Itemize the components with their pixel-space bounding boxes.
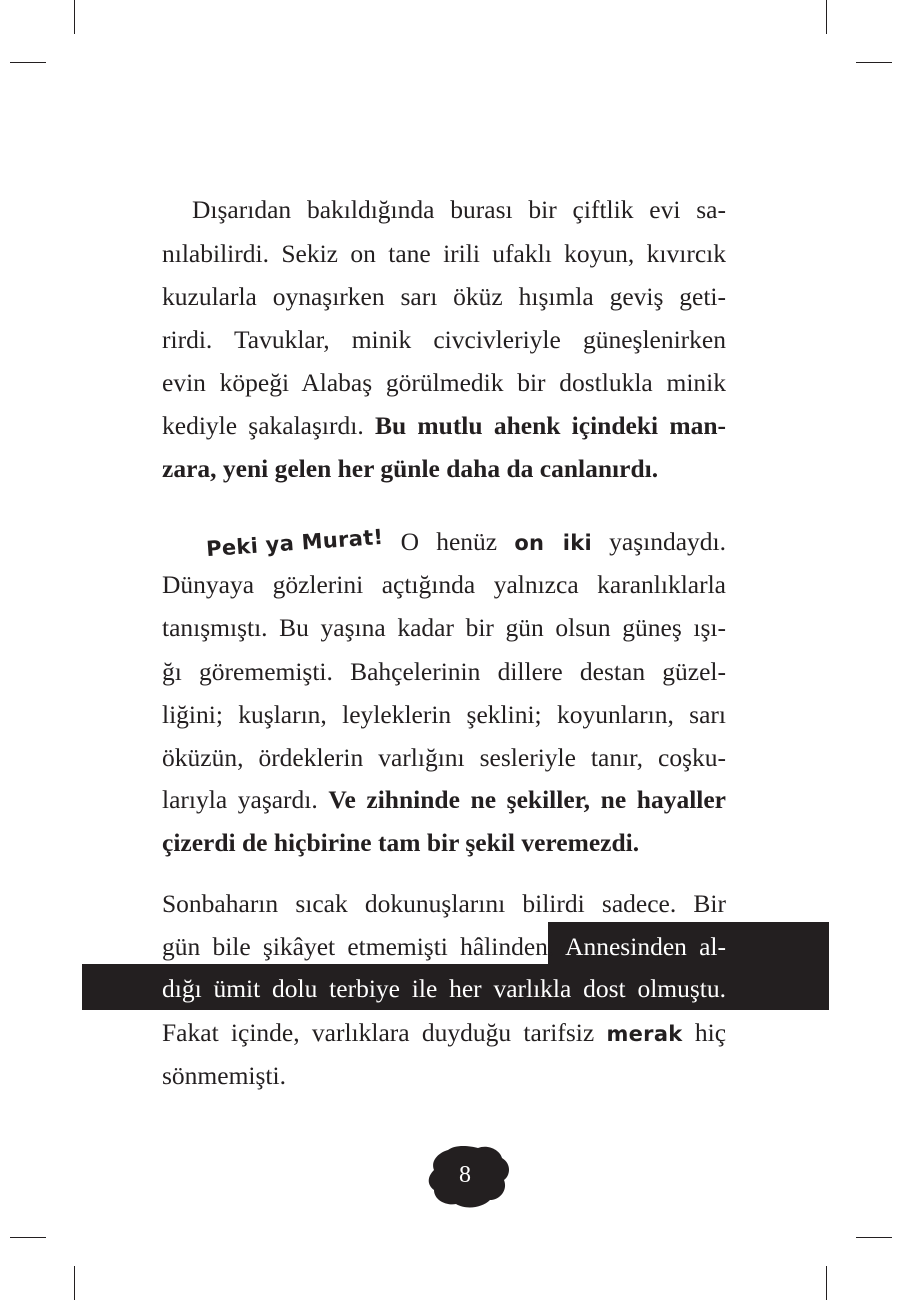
text-line: öküzün, ördeklerin varlığını sesleriyle tanır, coşku- <box>162 743 726 772</box>
text-line: ğı görememişti. Bahçelerinin dillere destan güzel- <box>162 657 726 686</box>
crop-mark <box>10 1237 46 1238</box>
plain-text: kediyle şakalaşırdı. <box>162 411 364 440</box>
text-line: liğini; kuşların, leyleklerin şeklini; koyunların, sarı <box>162 700 726 729</box>
bold-text: Ve zihninde ne şekiller, ne hayaller <box>328 785 726 814</box>
text-line <box>162 404 726 448</box>
text-line: evin köpeği Alabaş görülmedik bir dostlukla minik <box>162 368 726 397</box>
crop-mark <box>856 62 892 63</box>
text-line <box>206 520 726 564</box>
text-line: tanışmıştı. Bu yaşına kadar bir gün olsun güneş ışı- <box>162 613 726 642</box>
text-line: nılabilirdi. Sekiz on tane irili ufaklı koyun, kıvırcık <box>162 239 726 268</box>
text-line <box>162 447 726 491</box>
highlighted-text-line: dığı ümit dolu terbiye ile her varlıkla dost olmuştu. <box>162 974 726 1003</box>
text-line: Dışarıdan bakıldığında burası bir çiftlik evi sa- <box>192 195 726 224</box>
crop-mark <box>74 0 75 34</box>
exclamation-heading: Peki ya Murat! <box>205 524 385 562</box>
text-line <box>162 778 726 822</box>
text-line <box>162 821 726 865</box>
text-line: Sonbaharın sıcak dokunuşlarını bilirdi sadece. Bir <box>162 889 726 918</box>
plain-text: larıyla yaşardı. <box>162 785 318 814</box>
bold-text: zara, yeni gelen her günle daha da canlanırdı. <box>162 454 659 483</box>
crop-mark <box>74 1266 75 1300</box>
bold-text: çizerdi de hiçbirine tam bir şekil veremezdi. <box>162 828 640 857</box>
text-line: sönmemişti. <box>162 1061 286 1090</box>
bold-text: Bu mutlu ahenk içindeki man- <box>374 411 727 440</box>
plain-text: hiç <box>694 1018 727 1047</box>
crop-mark <box>826 1266 827 1300</box>
text-line: Dünyaya gözlerini açtığında yalnızca karanlıklarla <box>162 570 726 599</box>
crop-mark <box>826 0 827 34</box>
plain-text: O henüz <box>400 527 498 556</box>
plain-text: yaşındaydı. <box>609 527 726 556</box>
plain-text: gün bile şikâyet etmemişti hâlinden. <box>162 932 555 961</box>
highlighted-text: Annesinden al- <box>565 932 726 961</box>
emphasis-word: merak <box>606 1022 683 1046</box>
text-line: rirdi. Tavuklar, minik civcivleriyle güneşlenirken <box>162 325 726 354</box>
crop-mark <box>10 62 46 63</box>
text-line <box>162 1011 726 1055</box>
text-line: kuzularla oynaşırken sarı öküz hışımla geviş geti- <box>162 282 726 311</box>
text-line <box>162 925 726 969</box>
plain-text: Fakat içinde, varlıklara duyduğu tarifsiz <box>162 1018 595 1047</box>
emphasis-number: on iki <box>514 531 592 555</box>
page-number: 8 <box>459 1162 471 1188</box>
crop-mark <box>856 1237 892 1238</box>
